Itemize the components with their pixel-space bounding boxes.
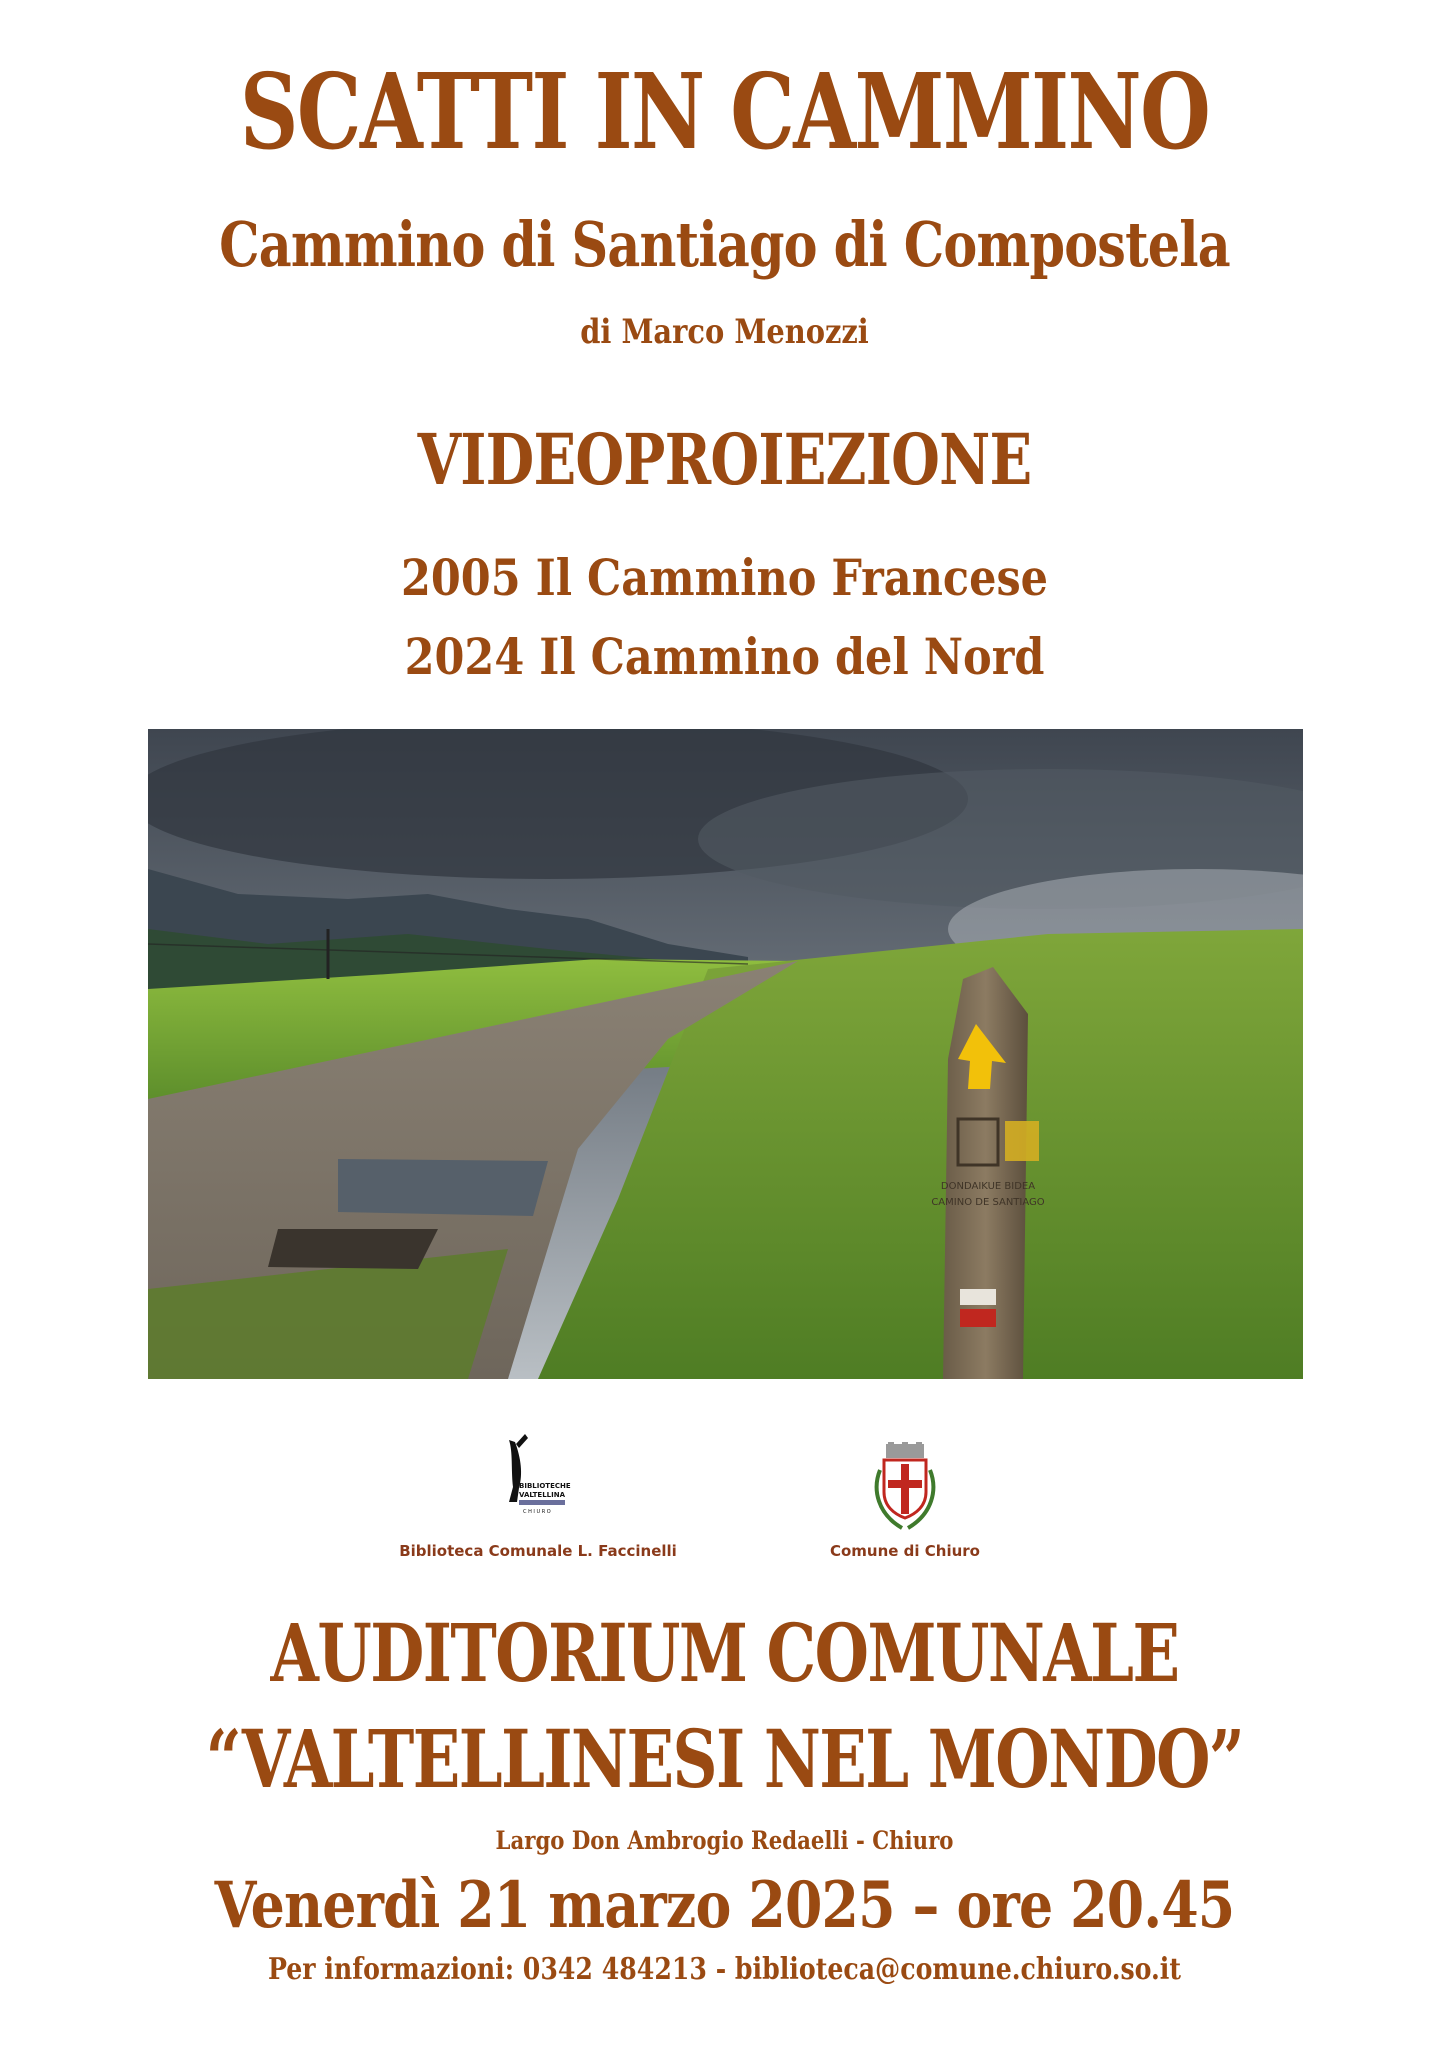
venue-line-1: AUDITORIUM COMUNALE: [270, 1606, 1179, 1700]
sign-text-1: DONDAIKUE BIDEA: [940, 1181, 1036, 1192]
venue-line-2: “VALTELLINESI NEL MONDO”: [205, 1712, 1244, 1806]
logo-text-biblioteche: BIBLIOTECHE: [519, 1482, 571, 1490]
event-kind: VIDEOPROIEZIONE: [417, 418, 1032, 501]
poster-subtitle: Cammino di Santiago di Compostela: [219, 208, 1230, 281]
comune-chiuro-crest: [870, 1440, 940, 1535]
info-contacts: Per informazioni: 0342 484213 - biblioteca@comune.chiuro.so.it: [267, 1952, 1182, 1987]
poster-title: SCATTI IN CAMMINO: [239, 50, 1210, 173]
logo-text-chiuro: C H I U R O: [523, 1509, 551, 1515]
biblioteche-valtellina-logo: [495, 1432, 585, 1522]
venue-address: Largo Don Ambrogio Redaelli - Chiuro: [495, 1826, 954, 1855]
camino-photo: [148, 729, 1303, 1379]
logo-text-valtellina: VALTELLINA: [519, 1491, 566, 1499]
event-date: Venerdì 21 marzo 2025 – ore 20.45: [214, 1868, 1235, 1943]
caption-biblioteca: Biblioteca Comunale L. Faccinelli: [399, 1542, 677, 1560]
route-line-2: 2024 Il Cammino del Nord: [404, 627, 1045, 686]
author-line: di Marco Menozzi: [580, 312, 869, 352]
route-line-1: 2005 Il Cammino Francese: [400, 548, 1049, 607]
caption-comune: Comune di Chiuro: [829, 1542, 980, 1560]
sign-text-2: CAMINO DE SANTIAGO: [931, 1197, 1045, 1208]
